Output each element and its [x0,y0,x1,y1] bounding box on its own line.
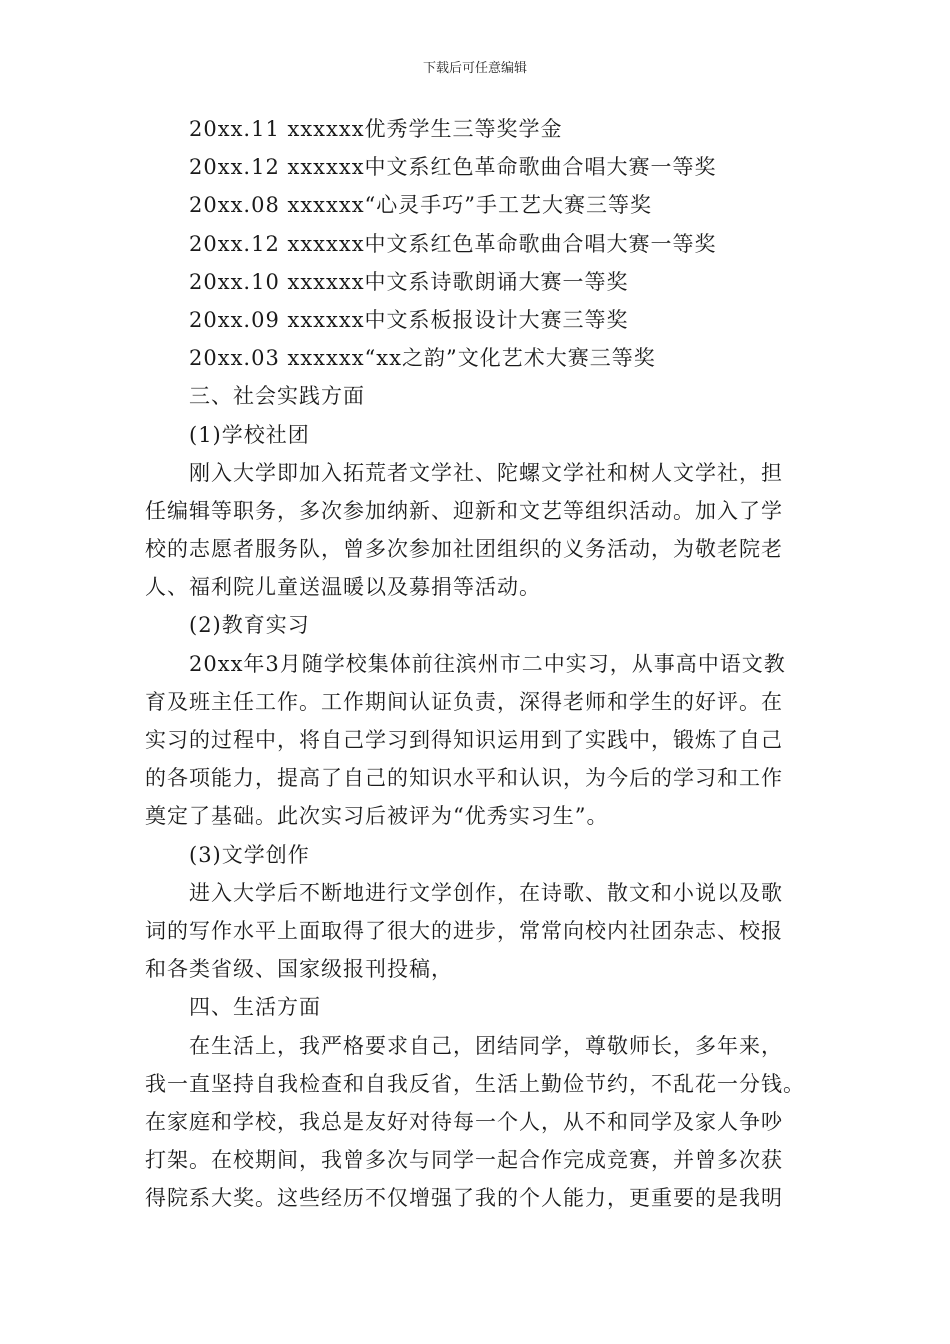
award-line: 20xx.12 xxxxxx中文系红色革命歌曲合唱大赛一等奖 [189,231,717,256]
paragraph-line: 在家庭和学校，我总是友好对待每一个人，从不和同学及家人争吵 [145,1109,783,1134]
paragraph-line: 的各项能力，提高了自己的知识水平和认识，为今后的学习和工作 [145,766,783,791]
paragraph-line: 校的志愿者服务队，曾多次参加社团组织的义务活动，为敬老院老 [145,537,783,562]
paragraph-line: 得院系大奖。这些经历不仅增强了我的个人能力，更重要的是我明 [145,1186,783,1211]
paragraph-line: 我一直坚持自我检查和自我反省，生活上勤俭节约，不乱花一分钱。 [145,1071,805,1096]
page-header-note: 下载后可任意编辑 [422,61,527,76]
subsection-heading: (1)学校社团 [189,422,310,447]
award-line: 20xx.03 xxxxxx“xx之韵”文化艺术大赛三等奖 [189,346,656,371]
section-heading: 三、社会实践方面 [189,384,365,409]
paragraph-line: 刚入大学即加入拓荒者文学社、陀螺文学社和树人文学社，担 [189,460,783,485]
paragraph-line: 奠定了基础。此次实习后被评为“优秀实习生”。 [145,804,609,829]
award-line: 20xx.12 xxxxxx中文系红色革命歌曲合唱大赛一等奖 [189,155,717,180]
paragraph-line: 20xx年3月随学校集体前往滨州市二中实习，从事高中语文教 [189,651,786,676]
section-heading: 四、生活方面 [189,995,321,1020]
paragraph-line: 进入大学后不断地进行文学创作，在诗歌、散文和小说以及歌 [189,880,783,905]
paragraph-line: 实习的过程中，将自己学习到得知识运用到了实践中，锻炼了自己 [145,728,783,752]
award-line: 20xx.11 xxxxxx优秀学生三等奖学金 [189,117,563,141]
document-body [145,110,805,1217]
paragraph-line: 打架。在校期间，我曾多次与同学一起合作完成竞赛，并曾多次获 [145,1148,783,1173]
award-line: 20xx.08 xxxxxx“心灵手巧”手工艺大赛三等奖 [189,193,653,218]
paragraph-line: 任编辑等职务，多次参加纳新、迎新和文艺等组织活动。加入了学 [145,498,783,523]
subsection-heading: (3)文学创作 [189,842,310,867]
subsection-heading: (2)教育实习 [189,613,310,638]
paragraph-line: 育及班主任工作。工作期间认证负责，深得老师和学生的好评。在 [145,689,783,714]
paragraph-line: 在生活上，我严格要求自己，团结同学，尊敬师长，多年来， [189,1033,783,1058]
award-line: 20xx.09 xxxxxx中文系板报设计大赛三等奖 [189,307,629,332]
paragraph-line: 人、福利院儿童送温暖以及募捐等活动。 [145,575,541,600]
paragraph-line: 和各类省级、国家级报刊投稿， [145,957,453,982]
award-line: 20xx.10 xxxxxx中文系诗歌朗诵大赛一等奖 [189,269,629,294]
paragraph-line: 词的写作水平上面取得了很大的进步，常常向校内社团杂志、校报 [145,918,783,943]
